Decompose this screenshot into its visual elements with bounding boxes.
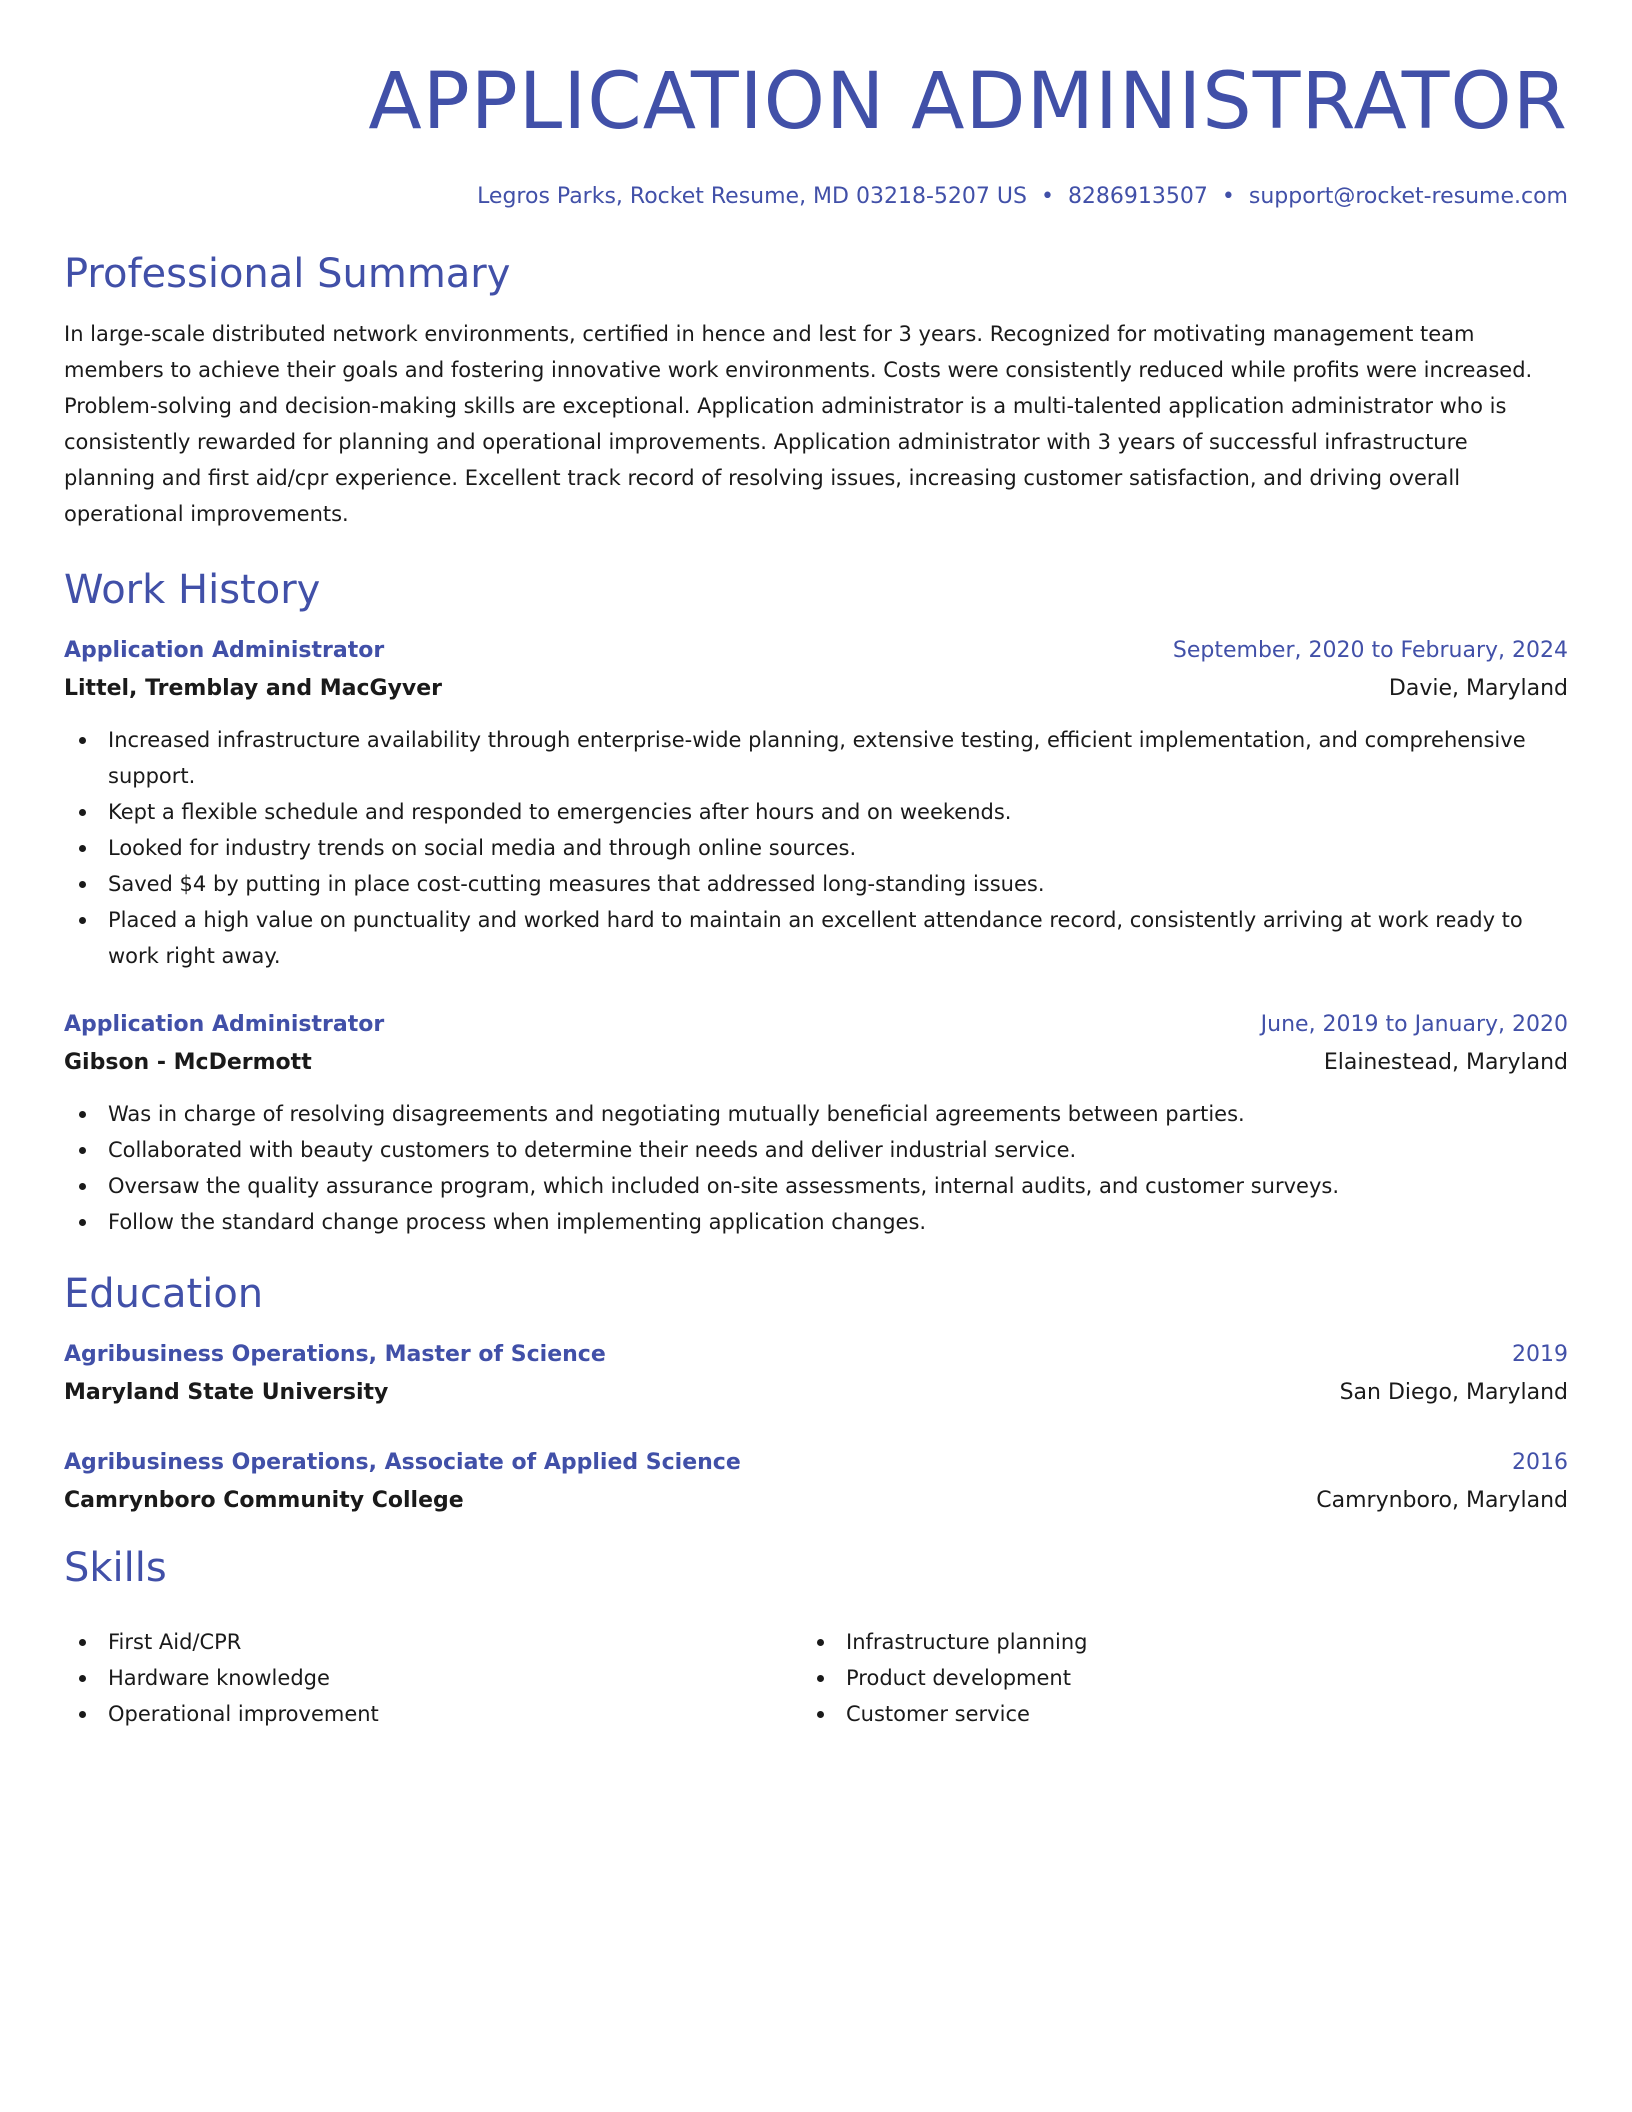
list-item: Collaborated with beauty customers to determine their needs and deliver industrial service. xyxy=(64,1132,1568,1168)
job-bullets xyxy=(64,1096,1568,1240)
list-item: Placed a high value on punctuality and worked hard to maintain an excellent attendance record, consistently arriving at work ready to work right away. xyxy=(64,902,1568,974)
skill-item: First Aid/CPR xyxy=(64,1624,802,1660)
education-location: San Diego, Maryland xyxy=(1339,1380,1568,1405)
summary-text: In large-scale distributed network environments, certified in hence and lest for 3 years. Recognized for motivating management team members to achieve their goals and fostering innovative work environments. Costs were consistently reduced while profits were increased. Problem-solving and decision-making skills are exceptional. Application administrator is a multi-talented application administrator who is consistently rewarded for planning and operational improvements. Application administrator with 3 years of successful infrastructure planning and first aid/cpr experience. Excellent track record of resolving issues, increasing customer satisfaction, and driving overall operational improvements. xyxy=(64,322,1533,526)
contact-email[interactable]: support@rocket-resume.com xyxy=(1248,184,1568,209)
job-company-row xyxy=(64,1044,1568,1082)
job-bullets xyxy=(64,722,1568,974)
job-entry xyxy=(64,1006,1568,1240)
education-degree: Agribusiness Operations, Master of Science xyxy=(64,1342,606,1367)
skill-item: Hardware knowledge xyxy=(64,1660,802,1696)
list-item: Kept a flexible schedule and responded to emergencies after hours and on weekends. xyxy=(64,794,1568,830)
job-dates: September, 2020 to February, 2024 xyxy=(1172,638,1568,663)
section-title-skills: Skills xyxy=(64,1545,167,1591)
job-header-row xyxy=(64,1006,1568,1044)
list-item: Oversaw the quality assurance program, which included on-site assessments, internal audits, and customer surveys. xyxy=(64,1168,1568,1204)
education-header-row xyxy=(64,1444,1568,1482)
education-school-row xyxy=(64,1482,1568,1520)
candidate-title: APPLICATION ADMINISTRATOR xyxy=(368,57,1568,147)
education-location: Camrynboro, Maryland xyxy=(1316,1488,1568,1513)
skills-grid xyxy=(64,1610,1568,1732)
skill-item: Product development xyxy=(802,1660,1540,1696)
professional-summary-section xyxy=(64,246,1568,532)
education-school-row xyxy=(64,1374,1568,1412)
resume-header xyxy=(64,52,1568,212)
education-degree: Agribusiness Operations, Associate of Applied Science xyxy=(64,1450,741,1475)
education-school: Maryland State University xyxy=(64,1380,389,1405)
contact-address: Legros Parks, Rocket Resume, MD 03218-5207 US xyxy=(477,184,1027,209)
job-company: Gibson - McDermott xyxy=(64,1050,312,1075)
list-item: Was in charge of resolving disagreements and negotiating mutually beneficial agreements between parties. xyxy=(64,1096,1568,1132)
education-section xyxy=(64,1266,1568,1520)
list-item: Saved $4 by putting in place cost-cutting measures that addressed long-standing issues. xyxy=(64,866,1568,902)
skills-column-right xyxy=(802,1624,1540,1732)
list-item: Increased infrastructure availability through enterprise-wide planning, extensive testing, efficient implementation, and comprehensive support. xyxy=(64,722,1568,794)
education-entry xyxy=(64,1336,1568,1412)
education-header-row xyxy=(64,1336,1568,1374)
job-company-row xyxy=(64,670,1568,708)
job-company: Littel, Tremblay and MacGyver xyxy=(64,676,443,701)
contact-separator: • xyxy=(1040,184,1054,209)
education-entry xyxy=(64,1444,1568,1520)
contact-separator: • xyxy=(1221,184,1235,209)
job-location: Elainestead, Maryland xyxy=(1323,1050,1568,1075)
work-history-section xyxy=(64,562,1568,1240)
skill-item: Operational improvement xyxy=(64,1696,802,1732)
job-entry xyxy=(64,632,1568,974)
job-dates: June, 2019 to January, 2020 xyxy=(1260,1012,1568,1037)
skill-item: Infrastructure planning xyxy=(802,1624,1540,1660)
contact-phone: 8286913507 xyxy=(1067,184,1208,209)
contact-line xyxy=(64,182,1568,212)
job-role: Application Administrator xyxy=(64,1012,385,1037)
job-location: Davie, Maryland xyxy=(1388,676,1568,701)
list-item: Looked for industry trends on social media and through online sources. xyxy=(64,830,1568,866)
job-header-row xyxy=(64,632,1568,670)
list-item: Follow the standard change process when implementing application changes. xyxy=(64,1204,1568,1240)
education-year: 2016 xyxy=(1512,1450,1568,1475)
section-title-education: Education xyxy=(64,1271,264,1317)
skill-item: Customer service xyxy=(802,1696,1540,1732)
section-title-summary: Professional Summary xyxy=(64,251,511,297)
job-role: Application Administrator xyxy=(64,638,385,663)
education-year: 2019 xyxy=(1512,1342,1568,1367)
section-title-work: Work History xyxy=(64,567,321,613)
education-school: Camrynboro Community College xyxy=(64,1488,464,1513)
skills-column-left xyxy=(64,1624,802,1732)
skills-section xyxy=(64,1540,1568,1732)
